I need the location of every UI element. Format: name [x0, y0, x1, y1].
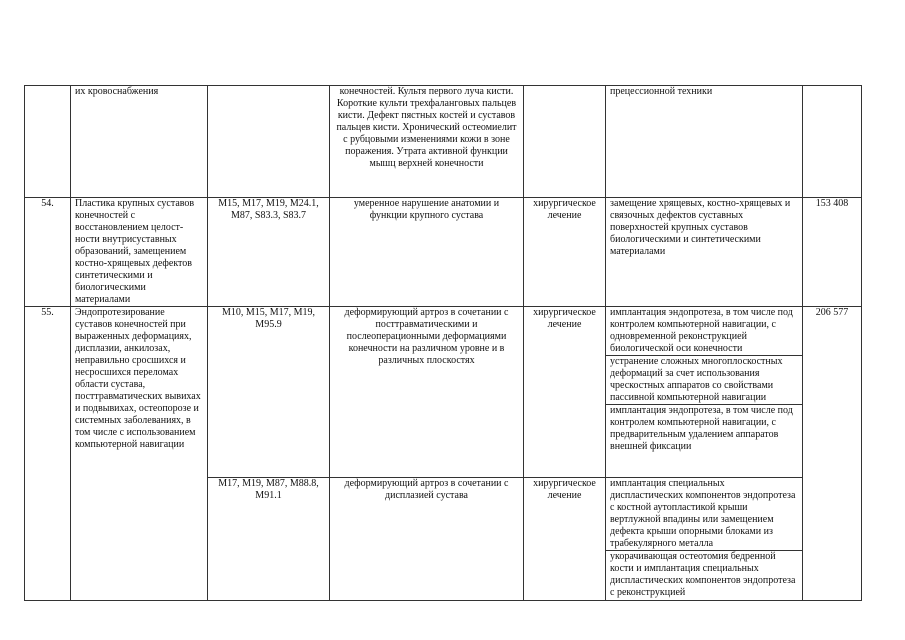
patient-model: умеренное нарушение анатомии и функции крупного сустава — [330, 198, 524, 307]
medical-care-table — [24, 85, 862, 601]
treatment-method: укорачивающая остеотомия бедренной кости и имплантация специальных диспластических компонентов эндопротеза с реконструкцией — [606, 550, 802, 599]
treatment-type: хирургическое лечение — [524, 307, 606, 478]
treatment-method: имплантация эндопротеза, в том числе под контролем компьютерной навигации, с предварительным удалением аппаратов внешней фиксации — [606, 404, 802, 453]
price — [803, 86, 862, 198]
row-number: 55. — [25, 307, 71, 601]
treatment-method-group — [606, 478, 803, 601]
price: 153 408 — [803, 198, 862, 307]
treatment-method: имплантация эндопротеза, в том числе под контролем компьютерной навигации, с одновременной реконструкцией биологической оси конечности — [610, 307, 793, 354]
treatment-type — [524, 86, 606, 198]
treatment-method: имплантация специальных диспластических компонентов эндопротеза с костной аутопластикой крыши вертлужной впадины или замещением дефекта крыши опорными блоками из трабекулярного металла — [610, 478, 796, 549]
icd-codes: M15, M17, M19, M24.1, M87, S83.3, S83.7 — [208, 198, 330, 307]
care-type-name: Эндопротезирование суставов конечностей при выраженных деформациях, дисплазии, анкилозах, неправильно сросшихся и несросшихся переломах области сустава, посттравматических вывихах и подвывихах, остеопорозе и системных заболеваниях, в том числе с использованием компьютерной навигации — [71, 307, 208, 601]
treatment-method-group — [606, 307, 803, 478]
treatment-type: хирургическое лечение — [524, 198, 606, 307]
treatment-method: замещение хрящевых, костно-хрящевых и связочных дефектов суставных поверхностей крупных суставов биологическими и синтетическими материалами — [606, 198, 803, 307]
table-row — [25, 86, 862, 198]
price: 206 577 — [803, 307, 862, 601]
treatment-type: хирургическое лечение — [524, 478, 606, 601]
care-type-name: Пластика крупных суставов конечностей с восстановлением целост-ности внутрисуставных образований, замещением костно-хрящевых дефектов синтетическими и биологическими материалами — [71, 198, 208, 307]
patient-model: конечностей. Культя первого луча кисти. Короткие культи трехфаланговых пальцев кисти. Дефект пястных костей и суставов пальцев кисти. Хронический остеомиелит с рубцовыми изменениями кожи в зоне поражения. Утрата активной функции мышц верхней конечности — [330, 86, 524, 198]
icd-codes: M17, M19, M87, M88.8, M91.1 — [208, 478, 330, 601]
icd-codes: M10, M15, M17, M19, M95.9 — [208, 307, 330, 478]
treatment-method: прецессионной техники — [606, 86, 803, 198]
row-number: 54. — [25, 198, 71, 307]
care-type-name: их кровоснабжения — [71, 86, 208, 198]
table-row — [25, 307, 862, 478]
row-number — [25, 86, 71, 198]
patient-model: деформирующий артроз в сочетании с посттравматическими и послеоперационными деформациями конечности на различном уровне и в различных плоскостях — [330, 307, 524, 478]
patient-model: деформирующий артроз в сочетании с дисплазией сустава — [330, 478, 524, 601]
treatment-method: устранение сложных многоплоскостных деформаций за счет использования чрескостных аппаратов со свойствами пассивной компьютерной навигации — [606, 355, 802, 404]
table-row — [25, 198, 862, 307]
icd-codes — [208, 86, 330, 198]
